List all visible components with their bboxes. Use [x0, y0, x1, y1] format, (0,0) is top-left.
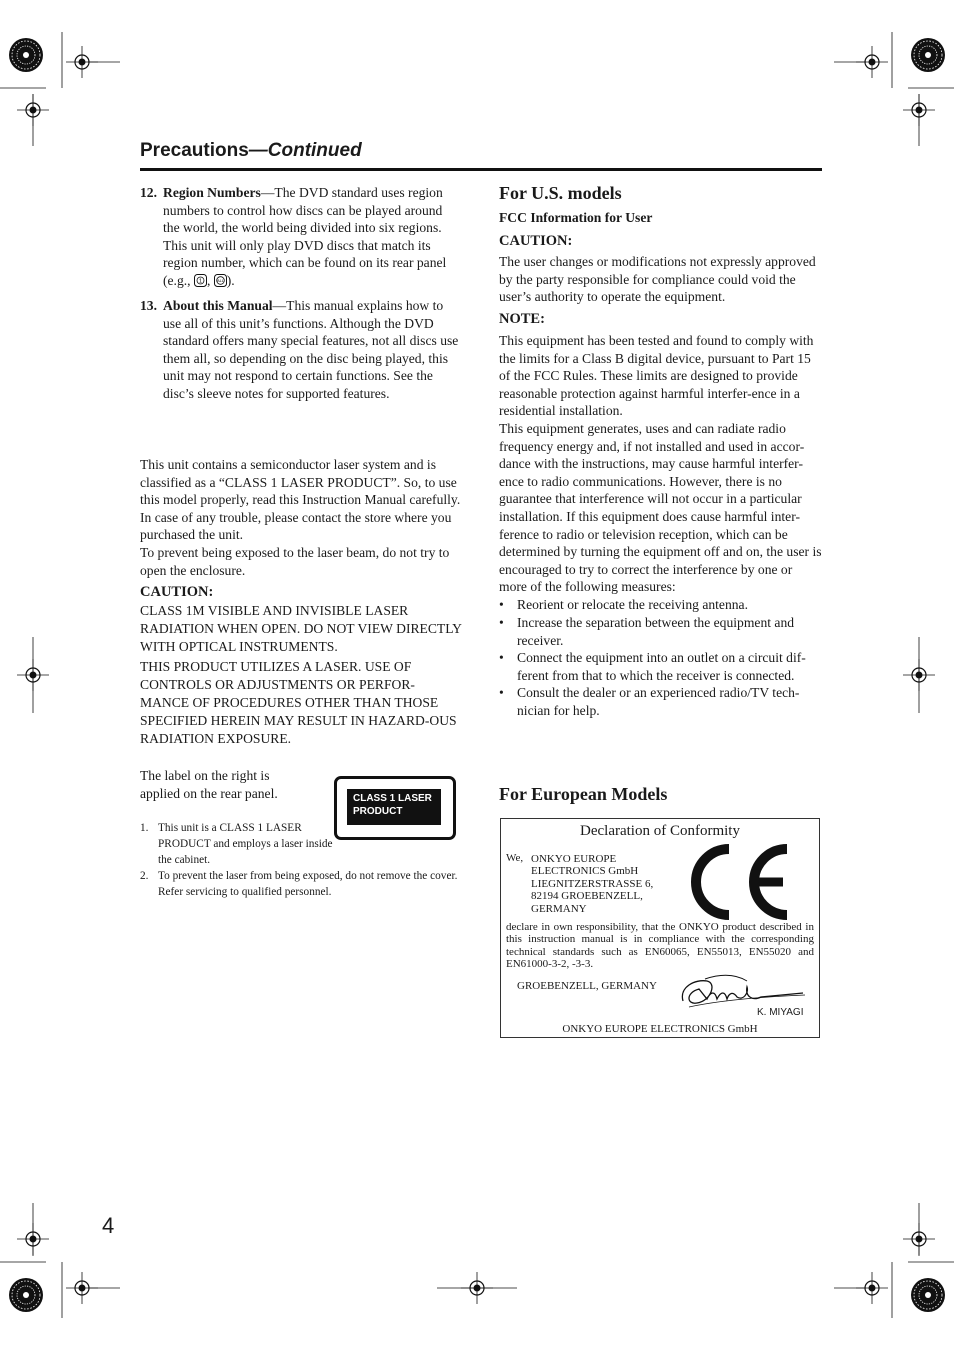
caution-text-2: THIS PRODUCT UTILIZES A LASER. USE OF CONTROLS OR ADJUSTMENTS OR PERFOR-MANCE OF PROCEDURES OTHER THAN THOSE SPECIFIED HEREIN MAY RESULT IN HAZARD-OUS RADIATION EXPOSURE.: [140, 659, 457, 746]
list-item: • Connect the equipment into an outlet on a circuit dif-ferent from that to which the receiver is connected.: [499, 650, 806, 683]
doc-signer: K. MIYAGI: [757, 1007, 804, 1018]
caution-text-1: CLASS 1M VISIBLE AND INVISIBLE LASER RADIATION WHEN OPEN. DO NOT VIEW DIRECTLY WITH OPTICAL INSTRUMENTS.: [140, 603, 462, 654]
list-item: • Reorient or relocate the receiving antenna.: [499, 597, 748, 612]
laser-note-2: 2. To prevent the laser from being exposed, do not remove the cover. Refer servicing to qualified personnel.: [140, 870, 458, 898]
list-item: • Increase the separation between the equipment and receiver.: [499, 615, 795, 648]
item-number: 12.: [140, 185, 157, 200]
european-models-heading: For European Models: [499, 784, 668, 804]
list-item: • Consult the dealer or an experienced radio/TV tech-nician for help.: [499, 685, 800, 718]
laser-caution: [140, 583, 462, 747]
declaration-of-conformity-box: [500, 818, 820, 1038]
doc-we: We,: [506, 852, 524, 864]
item-text: —This manual explains how to use all of this unit’s functions. Although the DVD standard offers many special features, not all discs use them all, so depending on the disc being played, this unit may not respond to certain functions. See the disc’s sleeve notes for supported features.: [163, 298, 459, 401]
item-term: About this Manual: [163, 298, 273, 313]
note-heading: NOTE:: [499, 311, 545, 327]
label-description: The label on the right is applied on the rear panel.: [140, 768, 278, 801]
note-text: This equipment has been tested and found to comply with the limits for a Class B digital device, pursuant to Part 15 of the FCC Rules. These limits are designed to provide reasonable protection against harmful interfer-ence in a residential installation. This equipment generates, uses and can radiate radio frequency energy and, if not installed and used in accor-dance with the instructions, may cause harmful interfer-ence to radio communications. However, there is no guarantee that interference will not occur in a particular installation. If this equipment does cause harmful inter-ference to radio or television reception, which can be determined by turning the equipment off and on, the user is encouraged to try to correct the interference by one or more of the following measures:: [499, 333, 822, 595]
laser-intro: This unit contains a semiconductor laser system and is classified as a “CLASS 1 LASER PRODUCT”. So, to use this model properly, read this Instruction Manual carefully. In case of any trouble, please contact the store where you purchased the unit. To prevent being exposed to the laser beam, do not try to open the enclosure.: [140, 457, 461, 578]
item-text: —The DVD standard uses region numbers to control how discs can be played around the world, the world being divided into six regions. This unit will only play DVD discs that match its region number, which can be found on its rear panel: [163, 185, 447, 271]
laser-product-label: CLASS 1 LASER PRODUCT: [334, 776, 456, 840]
laser-note-1: 1. This unit is a CLASS 1 LASER PRODUCT and employs a laser inside the cabinet.: [140, 822, 333, 866]
us-caution-heading: CAUTION:: [499, 233, 573, 249]
doc-declaration: declare in own responsibility, that the ONKYO product described in this instruction manual is in compliance with the corresponding technical standards such as EN60065, EN55013, EN55020 and EN61000-3-2, -3-3.: [506, 921, 814, 971]
page-title-continued: —Continued: [248, 140, 362, 161]
list-item-about-manual: [140, 297, 462, 403]
us-caution-text: The user changes or modifications not expressly approved by the party responsible for compliance could void the user’s authority to operate the equipment.: [499, 254, 816, 305]
doc-place: GROEBENZELL, GERMANY: [517, 980, 657, 992]
item-number: 13.: [140, 298, 157, 313]
doc-title: Declaration of Conformity: [580, 823, 740, 839]
caution-heading: CAUTION:: [140, 584, 214, 600]
doc-address: ONKYO EUROPE ELECTRONICS GmbH LIEGNITZERSTRASSE 6, 82194 GROEBENZELL, GERMANY: [531, 853, 654, 915]
fcc-heading: FCC Information for User: [499, 210, 653, 225]
item-term: Region Numbers: [163, 185, 261, 200]
ce-mark-icon: [691, 843, 795, 921]
page-title: Precautions: [140, 140, 249, 161]
doc-company: ONKYO EUROPE ELECTRONICS GmbH: [562, 1023, 758, 1035]
us-models-heading: For U.S. models: [499, 183, 622, 203]
signature: [677, 971, 807, 1011]
region-1-icon: [194, 274, 207, 287]
list-item-region-numbers: 12. Region Numbers—The DVD standard uses region numbers to control how discs can be played around the world, the world being divided into six regions. This unit will only play DVD discs that match its region number, which can be found on its rear panel (e.g., 1 , ALL ).: [140, 185, 447, 288]
page-header: [140, 140, 822, 171]
region-all-icon: [214, 274, 227, 287]
page-number: 4: [102, 1213, 115, 1238]
svg-text:1: 1: [198, 278, 202, 285]
svg-text:ALL: ALL: [216, 278, 224, 284]
